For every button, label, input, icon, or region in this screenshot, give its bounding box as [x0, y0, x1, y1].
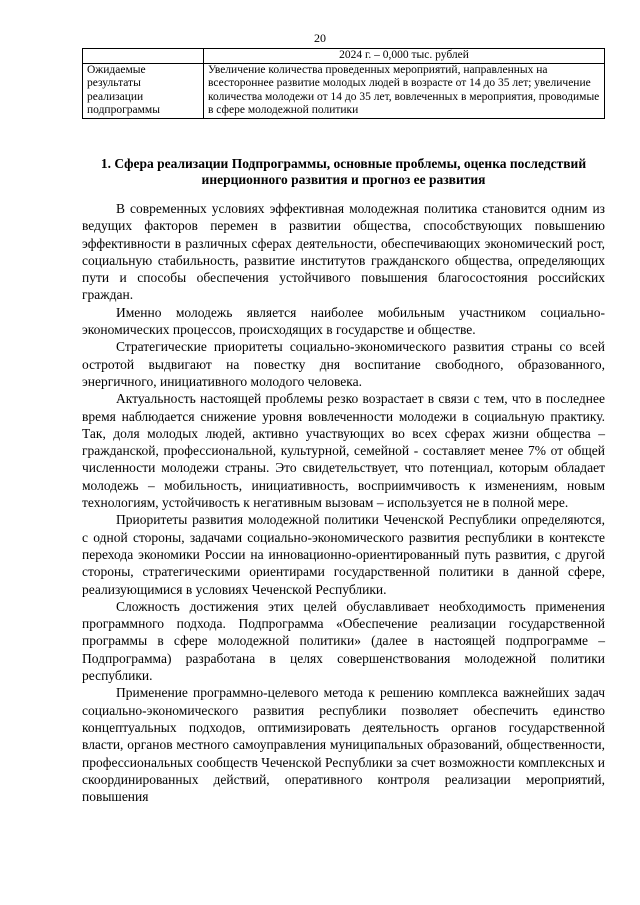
- table-row: [83, 63, 605, 118]
- paragraph: Стратегические приоритеты социально-экономического развития страны со всей остротой выдвигают на повестку дня воспитание свободного, образованного, энергичного, инициативного молодого человека.: [82, 339, 605, 389]
- paragraph: Приоритеты развития молодежной политики Чеченской Республики определяются, с одной стороны, задачами социально-экономического развития республики в контексте перехода экономики России на инновационно-ориентированный путь развития, с другой стороны, стратегическими ориентирами государственной политики в данной сфере, реализующимися в условиях Чеченской Республики.: [82, 512, 605, 597]
- results-label-cell: Ожидаемые результаты реализации подпрограммы: [83, 63, 204, 118]
- paragraph: Применение программно-целевого метода к решению комплекса важнейших задач социально-экономического развития республики позволяет обеспечить единство концептуальных подходов, оптимизировать деятельность органов государственной власти, органов местного самоуправления муниципальных образований, общественности, профессиональных сообществ Чеченской Республики за счет возможности комплексных и скоординированных действий, оперативного контроля реализации мероприятий, повышения: [82, 685, 605, 805]
- page-number: 20: [314, 31, 326, 45]
- funding-cell: 2024 г. – 0,000 тыс. рублей: [204, 49, 605, 64]
- results-value-cell: Увеличение количества проведенных мероприятий, направленных на всестороннее развитие молодых людей в возрасте от 14 до 35 лет; увеличение количества молодежи от 14 до 35 лет, вовлеченных в мероприятия, проводимые в сфере молодежной политики: [204, 63, 605, 118]
- paragraph: В современных условиях эффективная молодежная политика становится одним из ведущих факторов перемен в развитии общества, способствующих повышению эффективности в различных сферах деятельности, обеспечивающих экономический рост, социальную стабильность, развитие институтов гражданского общества, определяющих пути и способы обеспечения устойчивого повышения благосостояния российских граждан.: [82, 201, 605, 303]
- section-heading: 1. Сфера реализации Подпрограммы, основные проблемы, оценка последствий инерционного развития и прогноз ее развития: [100, 156, 587, 187]
- table-cell-empty: [83, 49, 204, 64]
- table-row: [83, 49, 605, 64]
- subprogram-passport-table: [82, 48, 605, 119]
- body-text: [82, 200, 605, 805]
- paragraph: Актуальность настоящей проблемы резко возрастает в связи с тем, что в последнее время наблюдается снижение уровня вовлеченности молодежи в социальную практику. Так, доля молодых людей, активно участвующих во всех сферах жизни общества – гражданской, профессиональной, культурной, семейной - составляет менее 7% от общей численности молодежи страны. Это свидетельствует, что потенциал, которым обладает молодежь – мобильность, инициативность, восприимчивость к изменениям, новым технологиям, устойчивость к негативным вызовам – используется не в полной мере.: [82, 391, 605, 511]
- paragraph: Сложность достижения этих целей обуславливает необходимость применения программного подхода. Подпрограмма «Обеспечение реализации государственной программы в сфере молодежной политики» (далее в настоящей подпрограмме – Подпрограмма) разработана в целях совершенствования молодежной политики республики.: [82, 598, 605, 684]
- paragraph: Именно молодежь является наиболее мобильным участником социально-экономических процессов, происходящих в государстве и обществе.: [82, 304, 605, 338]
